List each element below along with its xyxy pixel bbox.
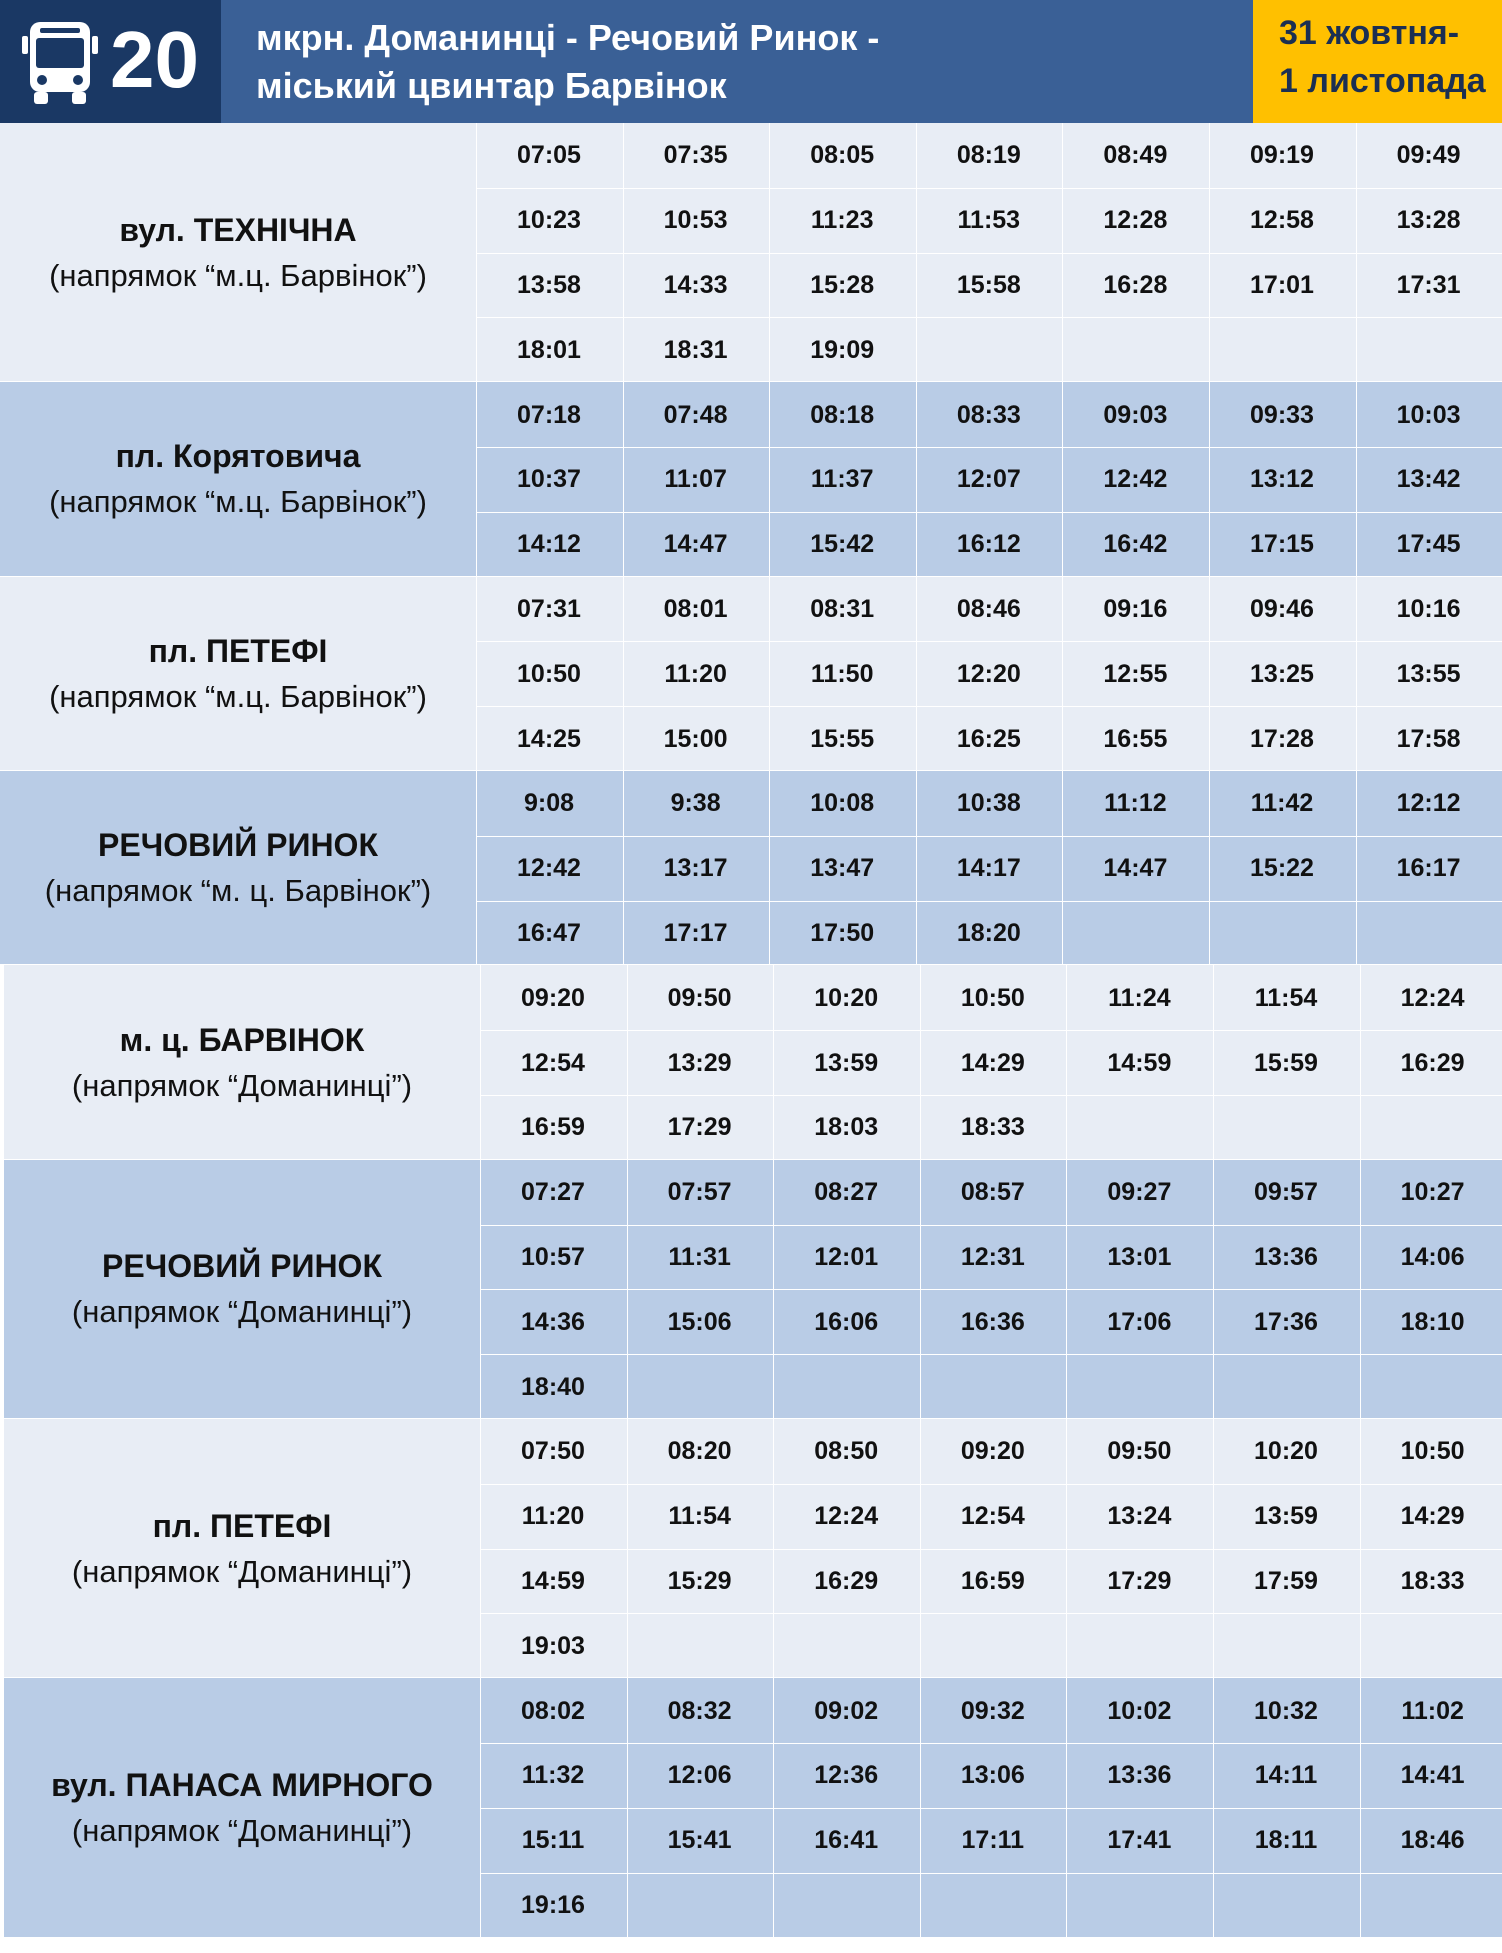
departure-time: 07:31 xyxy=(517,594,581,623)
departure-time: 14:41 xyxy=(1400,1761,1465,1790)
departure-time: 09:27 xyxy=(1107,1178,1172,1207)
grid-hline xyxy=(480,1873,1502,1874)
route-title-line2: міський цвинтар Барвінок xyxy=(256,65,727,106)
departure-time: 15:58 xyxy=(956,271,1021,299)
departure-time: 19:03 xyxy=(521,1631,585,1660)
stop-section xyxy=(0,123,1502,382)
bus-icon xyxy=(22,18,98,106)
departure-time: 14:59 xyxy=(521,1567,585,1595)
departure-time: 12:55 xyxy=(1103,659,1168,688)
departure-time: 17:58 xyxy=(1396,724,1461,753)
departure-time: 12:42 xyxy=(1103,465,1168,494)
departure-time: 13:29 xyxy=(667,1048,732,1077)
departure-time: 15:29 xyxy=(667,1567,732,1595)
grid-hline xyxy=(480,1808,1502,1809)
departure-time: 11:50 xyxy=(810,659,874,688)
departure-time: 16:59 xyxy=(521,1113,585,1142)
stop-direction: (напрямок “м.ц. Барвінок”) xyxy=(49,484,427,520)
departure-time: 15:41 xyxy=(667,1826,732,1855)
departure-time: 10:20 xyxy=(1254,1437,1318,1466)
departure-time: 17:15 xyxy=(1250,530,1314,559)
departure-time: 16:06 xyxy=(814,1307,879,1336)
departure-time: 15:42 xyxy=(810,530,875,559)
grid-hline xyxy=(480,1484,1502,1485)
grid-hline xyxy=(480,1743,1502,1744)
stop-direction: (напрямок “Доманинці”) xyxy=(71,1553,413,1589)
departure-time: 10:38 xyxy=(956,789,1021,818)
departure-time: 07:27 xyxy=(521,1178,585,1207)
departure-time: 13:47 xyxy=(810,854,875,883)
stop-direction: (напрямок “м.ц. Барвінок”) xyxy=(49,257,427,293)
grid-hline xyxy=(480,1613,1502,1614)
departure-time: 15:11 xyxy=(521,1826,585,1855)
departure-time: 09:46 xyxy=(1250,594,1314,623)
grid-hline xyxy=(476,901,1502,902)
stop-direction: (напрямок “Доманинці”) xyxy=(71,1294,413,1330)
departure-time: 12:36 xyxy=(814,1761,879,1790)
departure-time: 11:37 xyxy=(810,465,874,494)
departure-time: 11:24 xyxy=(1108,983,1171,1012)
stop-name: м. ц. БАРВІНОК xyxy=(119,1021,365,1058)
departure-time: 15:22 xyxy=(1250,854,1314,883)
departure-time: 13:24 xyxy=(1107,1502,1172,1531)
departure-time: 14:33 xyxy=(663,271,728,299)
stop-name: пл. Корятовича xyxy=(115,438,361,475)
departure-time: 14:25 xyxy=(517,724,581,753)
departure-time: 10:37 xyxy=(517,465,581,494)
route-title xyxy=(256,14,879,110)
departure-time: 12:42 xyxy=(517,854,581,883)
stop-label xyxy=(4,1678,480,1937)
departure-time: 12:54 xyxy=(960,1502,1025,1531)
departure-time: 12:24 xyxy=(1400,983,1465,1012)
date-line2: 1 листопада xyxy=(1279,62,1486,100)
departure-time: 07:50 xyxy=(521,1437,585,1466)
departure-time: 17:06 xyxy=(1107,1307,1172,1336)
departure-time: 10:08 xyxy=(810,789,875,818)
departure-time: 07:48 xyxy=(663,400,728,429)
departure-time: 17:50 xyxy=(810,919,875,947)
departure-time: 13:12 xyxy=(1250,465,1314,494)
departure-time: 17:59 xyxy=(1254,1567,1318,1595)
departure-time: 17:29 xyxy=(667,1113,732,1142)
stop-section xyxy=(0,577,1502,771)
grid-hline xyxy=(476,188,1502,189)
departure-time: 17:29 xyxy=(1107,1567,1172,1595)
departure-time: 11:20 xyxy=(664,659,727,688)
departure-time: 17:01 xyxy=(1250,271,1314,299)
departure-time: 17:17 xyxy=(663,919,728,947)
stop-label xyxy=(0,123,476,382)
departure-time: 08:05 xyxy=(810,141,875,170)
departure-time: 10:53 xyxy=(663,206,728,235)
stop-direction: (напрямок “Доманинці”) xyxy=(71,1812,413,1848)
departure-time: 07:57 xyxy=(667,1178,732,1207)
departure-time: 10:32 xyxy=(1254,1696,1318,1725)
route-number: 20 xyxy=(110,15,199,104)
stop-label xyxy=(0,382,476,576)
departure-time: 19:09 xyxy=(810,335,875,364)
departure-time: 10:16 xyxy=(1396,594,1461,623)
departure-time: 13:42 xyxy=(1396,465,1461,494)
departure-time: 18:03 xyxy=(814,1113,879,1142)
departure-time: 08:46 xyxy=(956,594,1021,623)
departure-time: 12:31 xyxy=(960,1242,1025,1271)
departure-time: 07:35 xyxy=(663,141,728,170)
departure-time: 08:49 xyxy=(1103,141,1168,170)
departure-time: 16:12 xyxy=(956,530,1021,559)
departure-time: 17:28 xyxy=(1250,724,1314,753)
stop-section xyxy=(4,1419,1502,1678)
departure-time: 16:28 xyxy=(1103,271,1168,299)
grid-hline xyxy=(476,706,1502,707)
departure-time: 13:59 xyxy=(814,1048,879,1077)
departure-time: 10:57 xyxy=(521,1242,585,1271)
stop-label xyxy=(4,965,480,1159)
departure-time: 14:12 xyxy=(517,530,581,559)
stop-name: пл. ПЕТЕФІ xyxy=(152,1507,332,1544)
departure-time: 16:59 xyxy=(960,1567,1025,1595)
departure-time: 11:31 xyxy=(668,1242,731,1271)
departure-time: 10:50 xyxy=(1400,1437,1465,1466)
departure-time: 10:27 xyxy=(1400,1178,1465,1207)
departure-time: 08:18 xyxy=(810,400,875,429)
departure-time: 09:02 xyxy=(814,1696,879,1725)
departure-time: 11:23 xyxy=(810,206,874,235)
stop-name: пл. ПЕТЕФІ xyxy=(148,632,328,669)
departure-time: 14:29 xyxy=(960,1048,1025,1077)
departure-time: 12:06 xyxy=(667,1761,732,1790)
route-title-line1: мкрн. Доманинці - Речовий Ринок - xyxy=(256,17,880,58)
departure-time: 14:59 xyxy=(1107,1048,1172,1077)
grid-hline xyxy=(476,253,1502,254)
departure-time: 17:11 xyxy=(961,1826,1025,1855)
departure-time: 09:33 xyxy=(1250,400,1314,429)
departure-time: 16:55 xyxy=(1103,724,1168,753)
departure-time: 13:25 xyxy=(1250,659,1314,688)
departure-time: 17:45 xyxy=(1396,530,1461,559)
departure-time: 11:02 xyxy=(1401,1696,1464,1725)
departure-time: 16:41 xyxy=(814,1826,879,1855)
departure-time: 18:20 xyxy=(956,919,1021,947)
departure-time: 11:32 xyxy=(521,1761,585,1790)
stop-label xyxy=(0,577,476,771)
departure-time: 13:01 xyxy=(1107,1242,1172,1271)
departure-time: 18:46 xyxy=(1400,1826,1465,1855)
stop-direction: (напрямок “м. ц. Барвінок”) xyxy=(44,873,432,909)
departure-time: 9:08 xyxy=(523,789,575,818)
grid-hline xyxy=(480,1289,1502,1290)
stop-section xyxy=(0,382,1502,576)
grid-hline xyxy=(480,1030,1502,1031)
departure-time: 13:06 xyxy=(960,1761,1025,1790)
departure-time: 08:31 xyxy=(810,594,875,623)
departure-time: 10:23 xyxy=(517,206,581,235)
departure-time: 09:32 xyxy=(960,1696,1025,1725)
departure-time: 12:12 xyxy=(1396,789,1461,818)
departure-time: 13:58 xyxy=(517,271,581,299)
stop-section xyxy=(4,1678,1502,1937)
stop-name: РЕЧОВИЙ РИНОК xyxy=(102,1248,382,1285)
departure-time: 14:36 xyxy=(521,1307,585,1336)
departure-time: 14:29 xyxy=(1400,1502,1465,1531)
departure-time: 11:53 xyxy=(957,206,1021,235)
departure-time: 11:54 xyxy=(1254,983,1318,1012)
grid-hline xyxy=(476,836,1502,837)
departure-time: 12:28 xyxy=(1103,206,1168,235)
departure-time: 08:50 xyxy=(814,1437,879,1466)
departure-time: 09:50 xyxy=(667,983,732,1012)
departure-time: 13:59 xyxy=(1254,1502,1318,1531)
departure-time: 16:29 xyxy=(814,1567,879,1595)
grid-hline xyxy=(476,317,1502,318)
departure-time: 16:17 xyxy=(1396,854,1461,883)
departure-time: 15:59 xyxy=(1254,1048,1318,1077)
departure-time: 17:36 xyxy=(1254,1307,1318,1336)
grid-hline xyxy=(480,1354,1502,1355)
departure-time: 09:03 xyxy=(1103,400,1168,429)
stop-section xyxy=(0,771,1502,965)
departure-time: 11:12 xyxy=(1104,789,1167,818)
departure-time: 15:55 xyxy=(810,724,875,753)
departure-time: 10:50 xyxy=(960,983,1025,1012)
departure-time: 09:50 xyxy=(1107,1437,1172,1466)
departure-time: 08:33 xyxy=(956,400,1021,429)
departure-time: 10:20 xyxy=(814,983,879,1012)
departure-time: 18:31 xyxy=(663,335,728,364)
departure-time: 10:02 xyxy=(1107,1696,1172,1725)
departure-time: 16:29 xyxy=(1400,1048,1465,1077)
departure-time: 12:01 xyxy=(814,1242,879,1271)
departure-time: 18:11 xyxy=(1254,1826,1318,1855)
stop-direction: (напрямок “м.ц. Барвінок”) xyxy=(49,678,427,714)
departure-time: 11:54 xyxy=(668,1502,731,1531)
date-line1: 31 жовтня- xyxy=(1279,14,1460,52)
stop-label xyxy=(4,1160,480,1419)
grid-hline xyxy=(476,641,1502,642)
grid-hline xyxy=(480,1095,1502,1096)
departure-time: 12:58 xyxy=(1250,206,1314,235)
departure-time: 17:41 xyxy=(1107,1826,1172,1855)
stop-label xyxy=(4,1419,480,1678)
date-badge xyxy=(1253,0,1502,123)
departure-time: 08:32 xyxy=(667,1696,732,1725)
departure-time: 11:07 xyxy=(664,465,727,494)
departure-time: 13:36 xyxy=(1254,1242,1318,1271)
departure-time: 09:49 xyxy=(1396,141,1461,170)
departure-time: 09:57 xyxy=(1254,1178,1318,1207)
departure-time: 14:47 xyxy=(663,530,728,559)
departure-time: 10:50 xyxy=(517,659,581,688)
departure-time: 14:06 xyxy=(1400,1242,1465,1271)
grid-hline xyxy=(480,1225,1502,1226)
departure-time: 09:16 xyxy=(1103,594,1168,623)
departure-time: 15:28 xyxy=(810,271,875,299)
departure-time: 16:36 xyxy=(960,1307,1025,1336)
departure-time: 15:06 xyxy=(667,1307,732,1336)
departure-time: 08:57 xyxy=(960,1178,1025,1207)
departure-time: 09:20 xyxy=(960,1437,1025,1466)
departure-time: 12:20 xyxy=(956,659,1021,688)
departure-time: 16:47 xyxy=(517,919,581,947)
departure-time: 13:55 xyxy=(1396,659,1461,688)
stop-name: вул. ТЕХНІЧНА xyxy=(119,211,357,248)
departure-time: 09:19 xyxy=(1250,141,1314,170)
departure-time: 18:33 xyxy=(1400,1567,1465,1595)
stop-name: РЕЧОВИЙ РИНОК xyxy=(98,827,378,864)
departure-time: 11:42 xyxy=(1250,789,1314,818)
departure-time: 11:20 xyxy=(521,1502,585,1531)
departure-time: 18:01 xyxy=(517,335,581,364)
stop-direction: (напрямок “Доманинці”) xyxy=(71,1067,413,1103)
departure-time: 16:25 xyxy=(956,724,1021,753)
departure-time: 18:10 xyxy=(1400,1307,1465,1336)
departure-time: 14:17 xyxy=(956,854,1021,883)
departure-time: 12:24 xyxy=(814,1502,879,1531)
departure-time: 10:03 xyxy=(1396,400,1461,429)
departure-time: 13:36 xyxy=(1107,1761,1172,1790)
departure-time: 08:19 xyxy=(956,141,1021,170)
departure-time: 14:47 xyxy=(1103,854,1168,883)
departure-time: 18:40 xyxy=(521,1372,585,1401)
departure-time: 15:00 xyxy=(663,724,728,753)
grid-hline xyxy=(480,1549,1502,1550)
stop-name: вул. ПАНАСА МИРНОГО xyxy=(51,1766,433,1803)
departure-time: 07:05 xyxy=(517,141,581,170)
stop-section xyxy=(4,1160,1502,1419)
departure-time: 08:27 xyxy=(814,1178,879,1207)
departure-time: 09:20 xyxy=(521,983,585,1012)
departure-time: 14:11 xyxy=(1254,1761,1318,1790)
departure-time: 17:31 xyxy=(1396,271,1461,299)
departure-time: 13:28 xyxy=(1396,206,1461,235)
grid-hline xyxy=(476,447,1502,448)
departure-time: 08:02 xyxy=(521,1696,585,1725)
stop-label xyxy=(0,771,476,965)
departure-time: 9:38 xyxy=(670,789,721,818)
departure-time: 19:16 xyxy=(521,1890,585,1919)
stop-section xyxy=(4,965,1502,1159)
departure-time: 13:17 xyxy=(663,854,728,883)
departure-time: 08:01 xyxy=(663,594,728,623)
departure-time: 18:33 xyxy=(960,1113,1025,1142)
grid-hline xyxy=(476,512,1502,513)
departure-time: 12:07 xyxy=(956,465,1021,494)
header-bar xyxy=(0,0,1502,123)
departure-time: 07:18 xyxy=(517,400,581,429)
departure-time: 16:42 xyxy=(1103,530,1168,559)
route-badge xyxy=(0,0,221,123)
departure-time: 08:20 xyxy=(667,1437,732,1466)
departure-time: 12:54 xyxy=(521,1048,585,1077)
